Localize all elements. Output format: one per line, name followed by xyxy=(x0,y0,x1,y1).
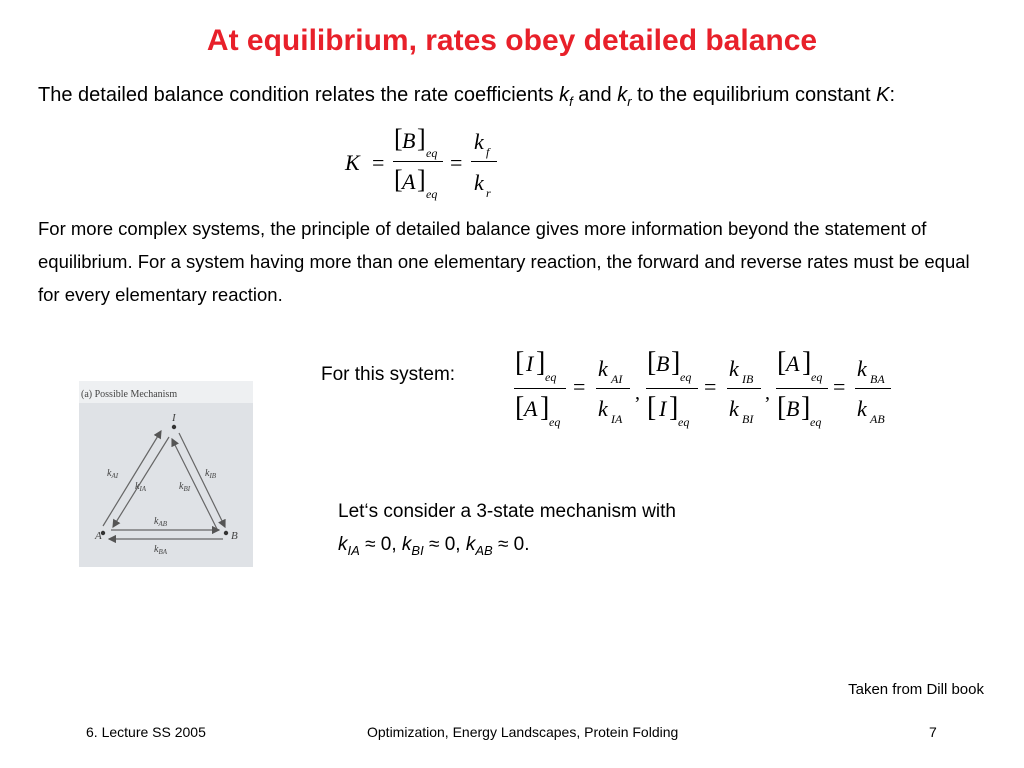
eq2-BA: BA xyxy=(870,372,885,386)
image-credit: Taken from Dill book xyxy=(848,681,984,698)
eq2-comma: , xyxy=(765,382,770,404)
eq2-bar-4 xyxy=(727,388,761,389)
footer-course-title: Optimization, Energy Landscapes, Protein Folding xyxy=(367,724,679,740)
eq2-I: I xyxy=(659,396,667,421)
eq2-k: k xyxy=(729,356,739,381)
eq2-bracket: [ xyxy=(515,392,525,423)
eq1-fraction-bar xyxy=(471,161,497,162)
eq1-B: B xyxy=(402,128,416,153)
eq2-B: B xyxy=(786,396,800,421)
eq1-f-sub: f xyxy=(486,145,490,159)
footer-lecture: 6. Lecture SS 2005 xyxy=(86,724,206,740)
eq2-k: k xyxy=(598,396,608,421)
mechanism-diagram xyxy=(79,381,253,567)
eq2-B: B xyxy=(656,351,670,376)
eq2-bracket: ] xyxy=(669,392,679,423)
eq2-k: k xyxy=(729,396,739,421)
eq2-IA: IA xyxy=(611,412,623,426)
label-kAB: $k_{AB}$ xyxy=(154,516,168,528)
eq2-bracket: [ xyxy=(777,392,787,423)
eq2-eq: eq xyxy=(545,370,557,384)
label-kBI: $k_{BI}$ xyxy=(179,481,191,493)
node-B: B xyxy=(231,530,238,542)
eq2-bracket: ] xyxy=(802,347,812,378)
eq2-AI: AI xyxy=(611,372,623,386)
eq2-k: k xyxy=(857,396,867,421)
eq1-equals-2: = xyxy=(450,150,463,175)
eq1-bracket: ] xyxy=(417,165,426,194)
eq2-equals: = xyxy=(833,374,846,399)
eq1-equals-1: = xyxy=(372,150,385,175)
eq2-A: A xyxy=(524,396,538,421)
eq2-bracket: [ xyxy=(647,392,657,423)
eq2-AB: AB xyxy=(870,412,885,426)
eq2-comma: , xyxy=(635,382,640,404)
eq2-bar-1 xyxy=(514,388,566,389)
eq1-bracket: ] xyxy=(417,124,426,153)
eq1-r-sub: r xyxy=(486,186,491,200)
eq2-bracket: [ xyxy=(515,347,525,378)
eq2-bar-5 xyxy=(776,388,828,389)
eq2-bracket: [ xyxy=(777,347,787,378)
K-symbol: K xyxy=(876,84,890,106)
footer-page-number: 7 xyxy=(929,724,937,740)
eq2-eq: eq xyxy=(811,370,823,384)
kr-subscript: r xyxy=(627,94,632,109)
eq2-A: A xyxy=(786,351,800,376)
eq1-k-den: k xyxy=(474,170,484,195)
eq2-eq: eq xyxy=(549,415,561,429)
mechanism-figure xyxy=(79,381,253,567)
intro-text-1: The detailed balance condition relates the rate coefficients xyxy=(38,84,560,106)
mechanism-line-1: Let‘s consider a 3-state mechanism with xyxy=(338,501,676,522)
label-kBA: $k_{BA}$ xyxy=(154,544,168,556)
eq2-bar-2 xyxy=(596,388,630,389)
eq2-bar-3 xyxy=(646,388,698,389)
intro-and: and xyxy=(572,84,618,106)
kf-subscript: f xyxy=(569,94,573,109)
mechanism-statement xyxy=(338,495,676,567)
eq1-fraction-bar xyxy=(393,161,443,162)
node-I: I xyxy=(172,412,176,424)
eq1-K: K xyxy=(345,150,360,175)
eq1-k-num: k xyxy=(474,129,484,154)
eq2-bracket: ] xyxy=(801,392,811,423)
kf-symbol: k xyxy=(559,84,570,106)
label-kIA: $k_{IA}$ xyxy=(135,481,147,493)
eq2-equals: = xyxy=(573,374,586,399)
eq2-bar-6 xyxy=(855,388,891,389)
eq2-I: I xyxy=(526,351,534,376)
eq2-eq: eq xyxy=(810,415,822,429)
intro-text-2: to the equilibrium constant xyxy=(631,84,877,106)
eq2-bracket: [ xyxy=(647,347,657,378)
kr-symbol: k xyxy=(617,84,628,106)
system-label: For this system: xyxy=(321,364,456,385)
node-A: A xyxy=(95,530,102,542)
complex-systems-paragraph: For more complex systems, the principle of detailed balance gives more information beyond the statement of equilibrium. For a system having more than one elementary reaction, the forward and reverse rates must be equal for every elementary reaction. xyxy=(38,218,970,305)
eq2-bracket: ] xyxy=(671,347,681,378)
eq2-IB: IB xyxy=(742,372,754,386)
intro-paragraph xyxy=(38,78,938,119)
eq2-eq: eq xyxy=(678,415,690,429)
eq1-bracket: [ xyxy=(394,165,403,194)
eq2-bracket: ] xyxy=(540,392,550,423)
eq2-k: k xyxy=(857,356,867,381)
figure-caption: (a) Possible Mechanism xyxy=(81,389,178,400)
eq1-eq-sub: eq xyxy=(426,146,438,160)
eq2-BI: BI xyxy=(742,412,754,426)
eq2-bracket: ] xyxy=(536,347,546,378)
eq2-equals: = xyxy=(704,374,717,399)
slide-title: At equilibrium, rates obey detailed balance xyxy=(206,24,818,57)
label-kAI: $k_{AI}$ xyxy=(107,468,119,480)
label-kIB: $k_{IB}$ xyxy=(205,468,217,480)
intro-colon: : xyxy=(889,84,896,106)
eq2-eq: eq xyxy=(680,370,692,384)
eq1-eq-sub: eq xyxy=(426,187,438,201)
mechanism-line-2: $k_{IA} \approx 0$, $k_{BI} \approx 0$, $k_{AB} \approx 0$. xyxy=(338,534,530,558)
eq1-A: A xyxy=(402,169,416,194)
eq2-k: k xyxy=(598,356,608,381)
eq1-bracket: [ xyxy=(394,124,403,153)
